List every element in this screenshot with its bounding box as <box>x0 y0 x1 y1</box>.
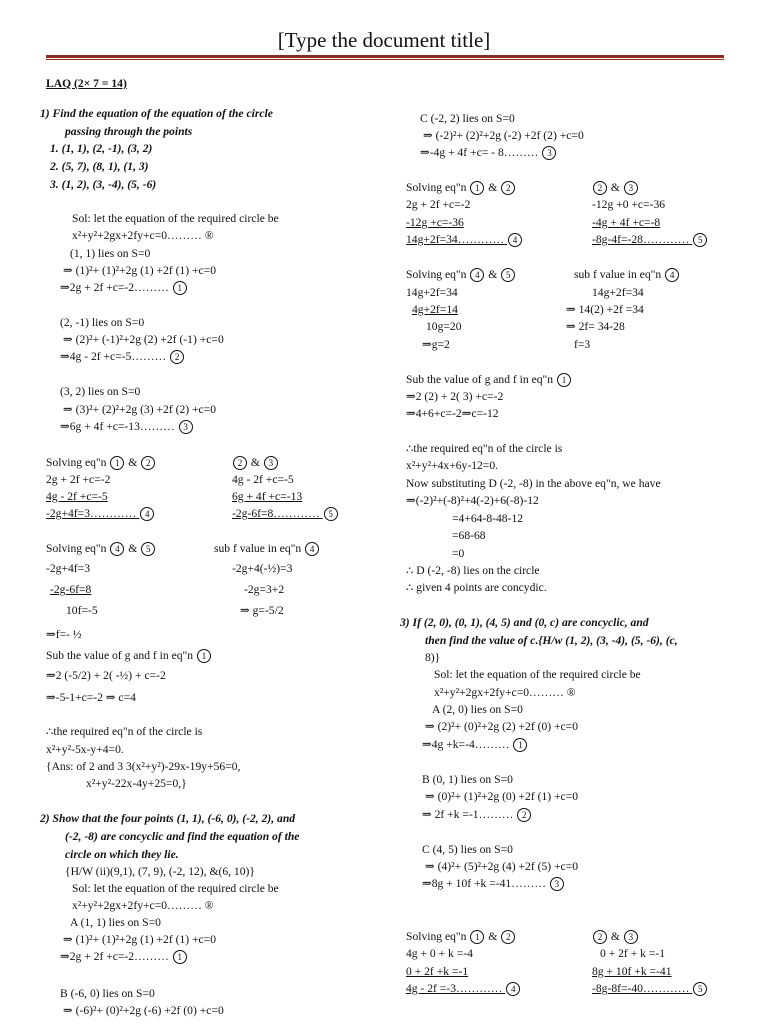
line-text: {Ans: of 2 and 3 3(x²+y²)-29x-19y+56=0, <box>46 760 241 773</box>
text-line <box>65 848 179 862</box>
line-text: =0 <box>452 547 465 560</box>
equation-number-circle: 1 <box>173 950 187 964</box>
text-line <box>425 860 578 874</box>
line-text: 14g+2f=34………… <box>406 233 505 246</box>
text-line <box>46 649 212 663</box>
line-text: Sub the value of g and f in eq"n <box>46 649 194 662</box>
text-line <box>66 604 98 618</box>
equation-number-circle: 5 <box>501 268 515 282</box>
text-line <box>412 303 458 317</box>
text-line: 2 & 3 <box>592 181 639 195</box>
text-line <box>406 216 464 230</box>
text-line <box>406 494 539 508</box>
line-text: -8g-4f=-28………… <box>592 233 690 246</box>
line-text: -2g+4f=3 <box>46 562 90 575</box>
line-text: 4g + 0 + k =-4 <box>406 947 473 960</box>
text-line <box>592 286 644 300</box>
equation-number-circle: 3 <box>550 877 564 891</box>
text-line: Solving eq"n 4 & 5 <box>46 542 156 556</box>
line-text: f=3 <box>574 338 591 351</box>
line-text: ⇒ (0)²+ (1)²+2g (0) +2f (1) +c=0 <box>425 790 579 803</box>
line-text: 3) If (2, 0), (0, 1), (4, 5) and (0, c) are concyclic, and <box>400 616 649 629</box>
line-text: 8g + 10f +k =-41 <box>592 965 672 978</box>
line-text: x²+y²+4x+6y-12=0. <box>406 459 499 472</box>
line-text: 14g+2f=34 <box>406 286 458 299</box>
line-text: (1, 1) lies on S=0 <box>70 247 151 260</box>
line-text: ⇒ g=-5/2 <box>240 604 284 617</box>
equation-number-circle: 1 <box>173 281 187 295</box>
equation-number-circle: 2 <box>501 930 515 944</box>
equation-number-circle: 5 <box>693 233 707 247</box>
line-text: ∴the required eq"n of the circle is <box>46 725 203 738</box>
text-line <box>50 178 156 192</box>
text-line <box>60 281 188 295</box>
line-text: ⇒4g +k=-4……… <box>422 738 510 751</box>
line-text: 8)} <box>425 651 441 664</box>
equation-number-circle: 5 <box>693 982 707 996</box>
line-text: 10f=-5 <box>66 604 98 617</box>
text-line <box>406 407 499 421</box>
text-line: 2 & 3 <box>592 930 639 944</box>
text-line <box>46 490 108 504</box>
text-line <box>46 628 82 642</box>
text-line <box>60 987 155 1001</box>
equation-number-circle: 1 <box>513 738 527 752</box>
line-text: Solving eq"n <box>406 181 467 194</box>
text-line <box>60 950 188 964</box>
text-line <box>420 112 515 126</box>
text-line <box>46 743 124 757</box>
line-text: Sol: let the equation of the required circle be <box>72 212 279 225</box>
line-text: ⇒ (3)²+ (2)²+2g (3) +2f (2) +c=0 <box>63 403 217 416</box>
text-line <box>46 725 202 739</box>
text-line <box>422 843 513 857</box>
line-text: 10g=20 <box>426 320 462 333</box>
line-text: ⇒2g + 2f +c=-2……… <box>60 281 169 294</box>
line-text: then find the value of c.{H/w (1, 2), (3, -4), (5, -6), (c, <box>425 634 678 647</box>
line-text: =68-68 <box>452 529 486 542</box>
equation-number-circle: 2 <box>517 808 531 822</box>
line-text: ⇒4+6+c=-2⇒c=-12 <box>406 407 499 420</box>
line-text: Sol: let the equation of the required circle be <box>72 882 279 895</box>
line-text: ⇒2 (2) + 2( 3) +c=-2 <box>406 390 504 403</box>
text-line <box>60 350 185 364</box>
text-line <box>50 583 91 597</box>
line-text: ⇒g=2 <box>422 338 450 351</box>
line-text: x²+y²+2gx+2fy+c=0……… ® <box>72 229 214 242</box>
text-line <box>63 264 216 278</box>
text-line <box>50 160 149 174</box>
line-text: Sol: let the equation of the required circle be <box>434 668 641 681</box>
equation-number-circle: 4 <box>140 507 154 521</box>
text-line <box>423 129 584 143</box>
equation-number-circle: 5 <box>324 507 338 521</box>
text-line <box>240 604 284 618</box>
text-line <box>422 773 513 787</box>
line-text: ⇒ 2f= 34-28 <box>566 320 625 333</box>
text-line <box>406 564 540 578</box>
text-line <box>72 882 279 896</box>
text-line: Solving eq"n 1 & 2 <box>406 181 516 195</box>
text-line <box>46 760 240 774</box>
text-line <box>566 303 644 317</box>
equation-number-circle: 2 <box>170 350 184 364</box>
text-line <box>406 286 458 300</box>
line-text: C (4, 5) lies on S=0 <box>422 843 513 856</box>
text-line <box>406 581 547 595</box>
equation-number-circle: 3 <box>179 420 193 434</box>
text-line <box>406 390 503 404</box>
line-text: sub f value in eq"n <box>214 542 302 555</box>
text-line <box>406 982 521 996</box>
line-text: ⇒(-2)²+(-8)²+4(-2)+6(-8)-12 <box>406 494 539 507</box>
text-line <box>232 507 339 521</box>
line-text: Solving eq"n <box>406 930 467 943</box>
text-line <box>422 877 565 891</box>
text-line <box>432 703 523 717</box>
text-line <box>452 529 486 543</box>
line-text: Now substituting D (-2, -8) in the above eq"n, we have <box>406 477 661 490</box>
text-line <box>592 198 665 212</box>
line-text: ⇒-4g + 4f +c= - 8……… <box>420 146 539 159</box>
title-rule-thick <box>46 55 724 58</box>
text-line <box>400 616 649 630</box>
line-text: A (1, 1) lies on S=0 <box>70 916 161 929</box>
line-text: ⇒-5-1+c=-2 ⇒ c=4 <box>46 691 136 704</box>
text-line <box>434 686 576 700</box>
equation-number-circle: 2 <box>233 456 247 470</box>
line-text: -8g-8f=-40………… <box>592 982 690 995</box>
text-line <box>422 338 450 352</box>
line-text: 0 + 2f +k =-1 <box>406 965 469 978</box>
text-line <box>422 808 532 822</box>
text-line <box>65 865 255 879</box>
text-line <box>60 420 194 434</box>
line-text: ∴ given 4 points are concydic. <box>406 581 547 594</box>
equation-number-circle: 2 <box>141 456 155 470</box>
text-line <box>40 812 295 826</box>
line-text: =4+64-8-48-12 <box>452 512 524 525</box>
text-line <box>425 651 440 665</box>
line-text: -2g-6f=8………… <box>232 507 320 520</box>
text-line <box>406 373 572 387</box>
text-line <box>592 216 660 230</box>
line-text: ∴the required eq"n of the circle is <box>406 442 563 455</box>
equation-number-circle: 1 <box>557 373 571 387</box>
text-line <box>574 338 590 352</box>
text-line <box>406 965 468 979</box>
equation-number-circle: 4 <box>110 542 124 556</box>
equation-number-circle: 4 <box>665 268 679 282</box>
line-text: Solving eq"n <box>46 456 107 469</box>
text-line <box>406 442 562 456</box>
line-text: ∴ D (-2, -8) lies on the circle <box>406 564 540 577</box>
text-line <box>232 562 292 576</box>
line-text: ⇒8g + 10f +k =-41……… <box>422 877 547 890</box>
text-line <box>46 473 110 487</box>
line-text: -2g=3+2 <box>244 583 285 596</box>
text-line: 2 & 3 <box>232 456 279 470</box>
equation-number-circle: 3 <box>624 930 638 944</box>
text-line <box>46 507 155 521</box>
text-line <box>420 146 557 160</box>
text-line <box>592 965 672 979</box>
text-line <box>63 1004 224 1018</box>
text-line <box>46 77 127 91</box>
text-line <box>60 316 144 330</box>
line-text: 2g + 2f +c=-2 <box>46 473 111 486</box>
line-text: ⇒ (4)²+ (5)²+2g (4) +2f (5) +c=0 <box>425 860 579 873</box>
line-text: -4g + 4f +c=-8 <box>592 216 661 229</box>
line-text: 4g - 2f +c=-5 <box>232 473 294 486</box>
text-line <box>244 583 284 597</box>
line-text: 1. (1, 1), (2, -1), (3, 2) <box>50 142 153 155</box>
text-line <box>72 212 279 226</box>
line-text: (2, -1) lies on S=0 <box>60 316 145 329</box>
equation-number-circle: 2 <box>501 181 515 195</box>
line-text: sub f value in eq"n <box>574 268 662 281</box>
text-line <box>452 547 464 561</box>
text-line <box>592 982 708 996</box>
line-text: ⇒4g - 2f +c=-5……… <box>60 350 167 363</box>
equation-number-circle: 4 <box>470 268 484 282</box>
text-line <box>60 385 140 399</box>
text-line <box>426 320 462 334</box>
line-text: x²+y²-5x-y+4=0. <box>46 743 124 756</box>
line-text: Sub the value of g and f in eq"n <box>406 373 554 386</box>
text-line <box>425 790 578 804</box>
line-text: 14g+2f=34 <box>592 286 644 299</box>
line-text: 4g+2f=14 <box>412 303 458 316</box>
line-text: -2g+4(-½)=3 <box>232 562 293 575</box>
text-line <box>72 899 214 913</box>
text-line <box>574 268 680 282</box>
text-line: Solving eq"n 1 & 2 <box>406 930 516 944</box>
line-text: LAQ (2× 7 = 14) <box>46 77 127 90</box>
equation-number-circle: 3 <box>624 181 638 195</box>
line-text: 1) Find the equation of the equation of the circle <box>40 107 273 120</box>
line-text: B (-6, 0) lies on S=0 <box>60 987 155 1000</box>
line-text: ⇒ (2)²+ (-1)²+2g (2) +2f (-1) +c=0 <box>63 333 224 346</box>
line-text: C (-2, 2) lies on S=0 <box>420 112 515 125</box>
line-text: ⇒2 (-5/2) + 2( -½) + c=-2 <box>46 669 166 682</box>
line-text: -12g +c=-36 <box>406 216 464 229</box>
document-title: [Type the document title] <box>277 28 491 52</box>
line-text: ⇒6g + 4f +c=-13……… <box>60 420 175 433</box>
line-text: 2. (5, 7), (8, 1), (1, 3) <box>50 160 149 173</box>
line-text: 2) Show that the four points (1, 1), (-6, 0), (-2, 2), and <box>40 812 296 825</box>
line-text: ⇒f=- ½ <box>46 628 82 641</box>
equation-number-circle: 1 <box>470 930 484 944</box>
line-text: 4g - 2f +c=-5 <box>46 490 108 503</box>
title-rule-thin <box>46 59 724 60</box>
equation-number-circle: 2 <box>593 930 607 944</box>
line-text: B (0, 1) lies on S=0 <box>422 773 513 786</box>
line-text: ⇒ (1)²+ (1)²+2g (1) +2f (1) +c=0 <box>63 933 217 946</box>
text-line: Solving eq"n 1 & 2 <box>46 456 156 470</box>
line-text: ⇒ (1)²+ (1)²+2g (1) +2f (1) +c=0 <box>63 264 217 277</box>
equation-number-circle: 1 <box>470 181 484 195</box>
text-line <box>406 947 473 961</box>
text-line <box>65 830 299 844</box>
line-text: ⇒ 14(2) +2f =34 <box>566 303 644 316</box>
equation-number-circle: 4 <box>305 542 319 556</box>
line-text: 4g - 2f =-3………… <box>406 982 503 995</box>
text-line <box>63 333 224 347</box>
line-text: ⇒ (-2)²+ (2)²+2g (-2) +2f (2) +c=0 <box>423 129 584 142</box>
line-text: x²+y²-22x-4y+25=0,} <box>86 777 187 790</box>
line-text: ⇒ (2)²+ (0)²+2g (2) +2f (0) +c=0 <box>425 720 579 733</box>
equation-number-circle: 3 <box>542 146 556 160</box>
equation-number-circle: 3 <box>264 456 278 470</box>
text-line <box>50 142 152 156</box>
text-line <box>406 198 470 212</box>
line-text: ⇒2g + 2f +c=-2……… <box>60 950 169 963</box>
text-line <box>232 473 294 487</box>
line-text: (3, 2) lies on S=0 <box>60 385 141 398</box>
text-line <box>65 125 192 139</box>
text-line <box>406 477 661 491</box>
text-line <box>434 668 641 682</box>
line-text: x²+y²+2gx+2fy+c=0……… ® <box>72 899 214 912</box>
line-text: passing through the points <box>65 125 193 138</box>
equation-number-circle: 4 <box>506 982 520 996</box>
text-line <box>452 512 523 526</box>
text-line <box>566 320 625 334</box>
text-line <box>406 233 523 247</box>
line-text: (-2, -8) are concyclic and find the equation of the <box>65 830 300 843</box>
line-text: ⇒ (-6)²+ (0)²+2g (-6) +2f (0) +c=0 <box>63 1004 224 1017</box>
line-text: A (2, 0) lies on S=0 <box>432 703 523 716</box>
text-line <box>40 107 273 121</box>
text-line <box>72 229 214 243</box>
text-line: Solving eq"n 4 & 5 <box>406 268 516 282</box>
line-text: {H/W (ii)(9,1), (7, 9), (-2, 12), &(6, 10)} <box>65 865 255 878</box>
text-line <box>406 459 498 473</box>
text-line <box>425 634 678 648</box>
line-text: Solving eq"n <box>406 268 467 281</box>
text-line <box>592 233 708 247</box>
line-text: 2g + 2f +c=-2 <box>406 198 471 211</box>
equation-number-circle: 2 <box>593 181 607 195</box>
line-text: -2g+4f=3………… <box>46 507 137 520</box>
equation-number-circle: 5 <box>141 542 155 556</box>
line-text: -2g-6f=8 <box>50 583 92 596</box>
line-text: 3. (1, 2), (3, -4), (5, -6) <box>50 178 157 191</box>
text-line <box>214 542 320 556</box>
text-line <box>63 403 216 417</box>
text-line <box>600 947 665 961</box>
text-line <box>86 777 187 791</box>
line-text: ⇒ 2f +k =-1……… <box>422 808 514 821</box>
text-line <box>46 691 136 705</box>
line-text: 6g + 4f +c=-13 <box>232 490 303 503</box>
text-line <box>425 720 578 734</box>
line-text: circle on which they lie. <box>65 848 179 861</box>
text-line <box>422 738 528 752</box>
text-line <box>70 916 161 930</box>
line-text: -12g +0 +c=-36 <box>592 198 666 211</box>
line-text: Solving eq"n <box>46 542 107 555</box>
line-text: x²+y²+2gx+2fy+c=0……… ® <box>434 686 576 699</box>
text-line <box>63 933 216 947</box>
text-line <box>232 490 302 504</box>
text-line <box>70 247 150 261</box>
line-text: 0 + 2f + k =-1 <box>600 947 666 960</box>
equation-number-circle: 1 <box>197 649 211 663</box>
text-line <box>46 669 166 683</box>
equation-number-circle: 1 <box>110 456 124 470</box>
text-line <box>46 562 90 576</box>
equation-number-circle: 4 <box>508 233 522 247</box>
